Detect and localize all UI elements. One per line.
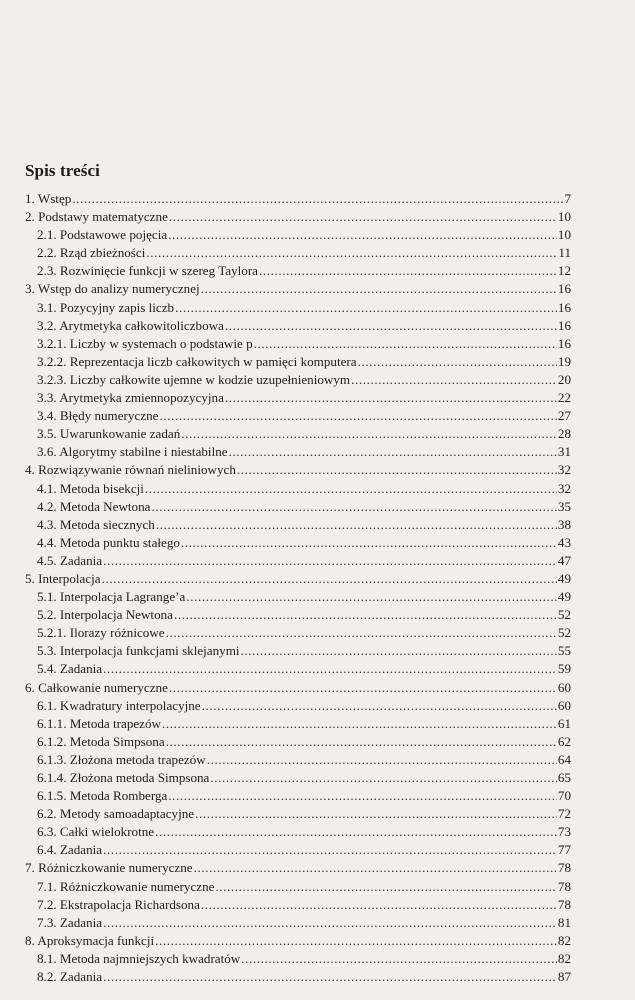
dot-leader [181,425,557,443]
toc-entry-page-number: 7 [564,191,571,206]
toc-entry-page-number: 49 [557,570,571,586]
toc-entry-title: 2. Podstawy matematyczne [25,209,168,225]
dot-leader [162,715,557,733]
toc-entry-title: 8.1. Metoda najmniejszych kwadratów [37,950,241,966]
toc-entry-page-number: 65 [557,770,571,785]
toc-chapter-entry [25,570,571,588]
dot-leader [194,859,557,877]
toc-chapter-entry [25,679,571,697]
toc-section-entry [25,660,571,678]
toc-chapter-entry [25,208,571,226]
toc-entry-page-number: 60 [557,697,571,713]
dot-leader [103,552,557,570]
toc-section-entry [25,588,571,606]
toc-entry-page-number: 87 [557,969,571,985]
toc-entry-title: 6.1.4. Złożona metoda Simpsona [37,770,210,785]
toc-section-entry [25,914,571,932]
toc-entry-title: 4.1. Metoda bisekcji [37,480,144,496]
toc-entry-title: 7.1. Różniczkowanie numeryczne [37,878,215,894]
dot-leader [181,534,557,552]
toc-entry-title: 6. Całkowanie numeryczne [25,679,168,695]
toc-entry-page-number: 64 [557,751,571,767]
dot-leader [103,914,557,932]
dot-leader [237,461,557,479]
toc-section-entry [25,896,571,914]
toc-entry-page-number: 16 [557,335,571,351]
dot-leader [159,407,556,425]
toc-entry-page-number: 62 [557,733,571,749]
toc-entry-title: 2.2. Rząd zbieżności [37,245,146,261]
dot-leader [166,624,557,642]
toc-entry-page-number: 28 [557,426,571,442]
toc-chapter-entry [25,859,571,877]
toc-section-entry [25,480,571,498]
toc-section-entry [25,534,571,552]
dot-leader [155,932,557,950]
toc-entry-title: 6.1.1. Metoda trapezów [37,715,161,731]
toc-entry-title: 4. Rozwiązywanie równań nieliniowych [25,462,236,478]
toc-entry-title: 6.4. Zadania [37,842,103,858]
toc-entry-title: 3.2.1. Liczby w systemach o podstawie p [37,335,253,351]
toc-entry-title: 6.1.3. Złożona metoda trapezów [37,751,206,767]
toc-entry-page-number: 19 [557,353,571,369]
dot-leader [207,751,557,769]
toc-entry-title: 4.4. Metoda punktu stałego [37,534,180,550]
toc-entry-page-number: 32 [557,480,571,496]
toc-entry-page-number: 35 [557,498,571,514]
dot-leader [103,968,557,986]
toc-entry-title: 6.3. Całki wielokrotne [37,824,155,840]
toc-section-entry [25,371,571,389]
dot-leader [201,280,557,298]
toc-entry-title: 4.2. Metoda Newtona [37,498,151,514]
toc-section-entry [25,715,571,733]
toc-section-entry [25,498,571,516]
toc-entry-page-number: 82 [557,950,571,966]
toc-entry-title: 5.2.1. Ilorazy różnicowe [37,625,165,641]
toc-section-entry [25,878,571,896]
toc-entry-page-number: 61 [557,715,571,731]
toc-entry-page-number: 55 [557,643,571,659]
toc-entry-page-number: 20 [557,371,571,387]
toc-entry-title: 3.6. Algorytmy stabilne i niestabilne [37,444,228,460]
toc-section-entry [25,299,571,317]
dot-leader [195,805,557,823]
toc-entry-title: 5.1. Interpolacja Lagrange’a [37,589,186,605]
toc-section-entry [25,353,571,371]
toc-section-entry [25,552,571,570]
toc-section-entry [25,968,571,986]
toc-section-entry [25,407,571,425]
toc-entry-page-number: 22 [557,390,571,406]
toc-entry-page-number: 11 [558,245,571,261]
dot-leader [186,588,557,606]
toc-entry-page-number: 52 [557,625,571,641]
dot-leader [241,950,557,968]
toc-entry-page-number: 78 [557,878,571,894]
toc-entry-title: 5.2. Interpolacja Newtona [37,607,173,623]
dot-leader [351,371,557,389]
toc-entry-title: 2.1. Podstawowe pojęcia [37,227,168,243]
dot-leader [241,642,557,660]
dot-leader [72,190,563,208]
toc-entry-title: 5.3. Interpolacja funkcjami sklejanymi [37,643,240,659]
dot-leader [175,299,557,317]
dot-leader [146,244,557,262]
toc-entry-page-number: 10 [557,227,571,243]
dot-leader [166,733,557,751]
toc-section-entry [25,262,571,280]
toc-entry-page-number: 16 [557,317,571,333]
toc-entry-title: 3.3. Arytmetyka zmiennopozycyjna [37,390,224,406]
toc-chapter-entry [25,280,571,298]
dot-leader [174,606,557,624]
toc-chapter-entry [25,932,571,950]
dot-leader [225,389,557,407]
toc-section-entry [25,624,571,642]
toc-entry-title: 3.2.2. Reprezentacja liczb całkowitych w pamięci komputera [37,353,357,369]
table-of-contents [25,190,571,986]
toc-entry-title: 1. Wstęp [25,191,72,206]
dot-leader [103,841,557,859]
toc-entry-title: 8. Aproksymacja funkcji [25,932,155,948]
toc-entry-page-number: 43 [557,534,571,550]
dot-leader [168,226,557,244]
toc-section-entry [25,787,571,805]
toc-entry-page-number: 49 [557,589,571,605]
toc-entry-page-number: 59 [557,661,571,677]
toc-entry-title: 2.3. Rozwinięcie funkcji w szereg Taylora [37,263,258,279]
toc-entry-page-number: 72 [557,806,571,822]
toc-entry-page-number: 16 [557,281,571,297]
dot-leader [210,769,557,787]
toc-entry-title: 7.3. Zadania [37,914,103,930]
dot-leader [151,498,556,516]
dot-leader [202,697,557,715]
dot-leader [168,787,557,805]
dot-leader [225,317,557,335]
dot-leader [155,823,557,841]
toc-entry-page-number: 70 [557,788,571,804]
toc-entry-page-number: 78 [557,896,571,912]
toc-entry-title: 3.1. Pozycyjny zapis liczb [37,299,175,315]
toc-entry-page-number: 52 [557,607,571,623]
toc-section-entry [25,751,571,769]
toc-entry-page-number: 16 [557,299,571,315]
dot-leader [102,570,557,588]
dot-leader [358,353,557,371]
toc-entry-title: 4.5. Zadania [37,552,103,568]
toc-section-entry [25,823,571,841]
toc-entry-page-number: 31 [557,444,571,460]
toc-entry-page-number: 81 [557,914,571,930]
toc-section-entry [25,443,571,461]
dot-leader [103,660,557,678]
toc-entry-page-number: 32 [557,462,571,478]
toc-section-entry [25,950,571,968]
toc-section-entry [25,642,571,660]
toc-chapter-entry [25,190,571,208]
toc-section-entry [25,697,571,715]
toc-section-entry [25,317,571,335]
toc-entry-title: 6.1. Kwadratury interpolacyjne [37,697,201,713]
dot-leader [201,896,557,914]
toc-entry-page-number: 82 [557,932,571,948]
dot-leader [145,480,557,498]
dot-leader [169,679,557,697]
toc-entry-title: 7.2. Ekstrapolacja Richardsona [37,896,200,912]
toc-entry-page-number: 77 [557,842,571,858]
dot-leader [156,516,557,534]
toc-entry-page-number: 60 [557,679,571,695]
toc-entry-title: 3.2. Arytmetyka całkowitoliczbowa [37,317,224,333]
toc-entry-title: 3. Wstęp do analizy numerycznej [25,281,200,297]
dot-leader [215,878,556,896]
toc-section-entry [25,733,571,751]
toc-entry-title: 3.5. Uwarunkowanie zadań [37,426,181,442]
dot-leader [169,208,557,226]
dot-leader [254,335,557,353]
dot-leader [229,443,557,461]
toc-entry-page-number: 47 [557,552,571,568]
toc-entry-title: 6.1.2. Metoda Simpsona [37,733,165,749]
toc-section-entry [25,389,571,407]
toc-chapter-entry [25,461,571,479]
toc-entry-title: 7. Różniczkowanie numeryczne [25,860,193,876]
toc-section-entry [25,606,571,624]
dot-leader [259,262,557,280]
toc-entry-page-number: 10 [557,209,571,225]
toc-entry-title: 8.2. Zadania [37,969,103,985]
toc-section-entry [25,769,571,787]
toc-entry-title: 5. Interpolacja [25,570,101,586]
toc-section-entry [25,516,571,534]
toc-entry-page-number: 12 [557,263,571,279]
toc-entry-page-number: 73 [557,824,571,840]
toc-entry-page-number: 27 [557,408,571,424]
toc-entry-title: 6.2. Metody samoadaptacyjne [37,806,195,822]
toc-entry-title: 3.2.3. Liczby całkowite ujemne w kodzie uzupełnieniowym [37,371,351,387]
toc-entry-page-number: 78 [557,860,571,876]
toc-section-entry [25,805,571,823]
toc-section-entry [25,335,571,353]
toc-entry-title: 4.3. Metoda siecznych [37,516,155,532]
toc-entry-title: 5.4. Zadania [37,661,103,677]
toc-entry-title: 6.1.5. Metoda Romberga [37,788,168,804]
toc-entry-title: 3.4. Błędy numeryczne [37,408,159,424]
toc-entry-page-number: 38 [557,516,571,532]
toc-heading: Spis treści [25,161,100,180]
toc-section-entry [25,841,571,859]
toc-section-entry [25,244,571,262]
toc-section-entry [25,226,571,244]
toc-section-entry [25,425,571,443]
